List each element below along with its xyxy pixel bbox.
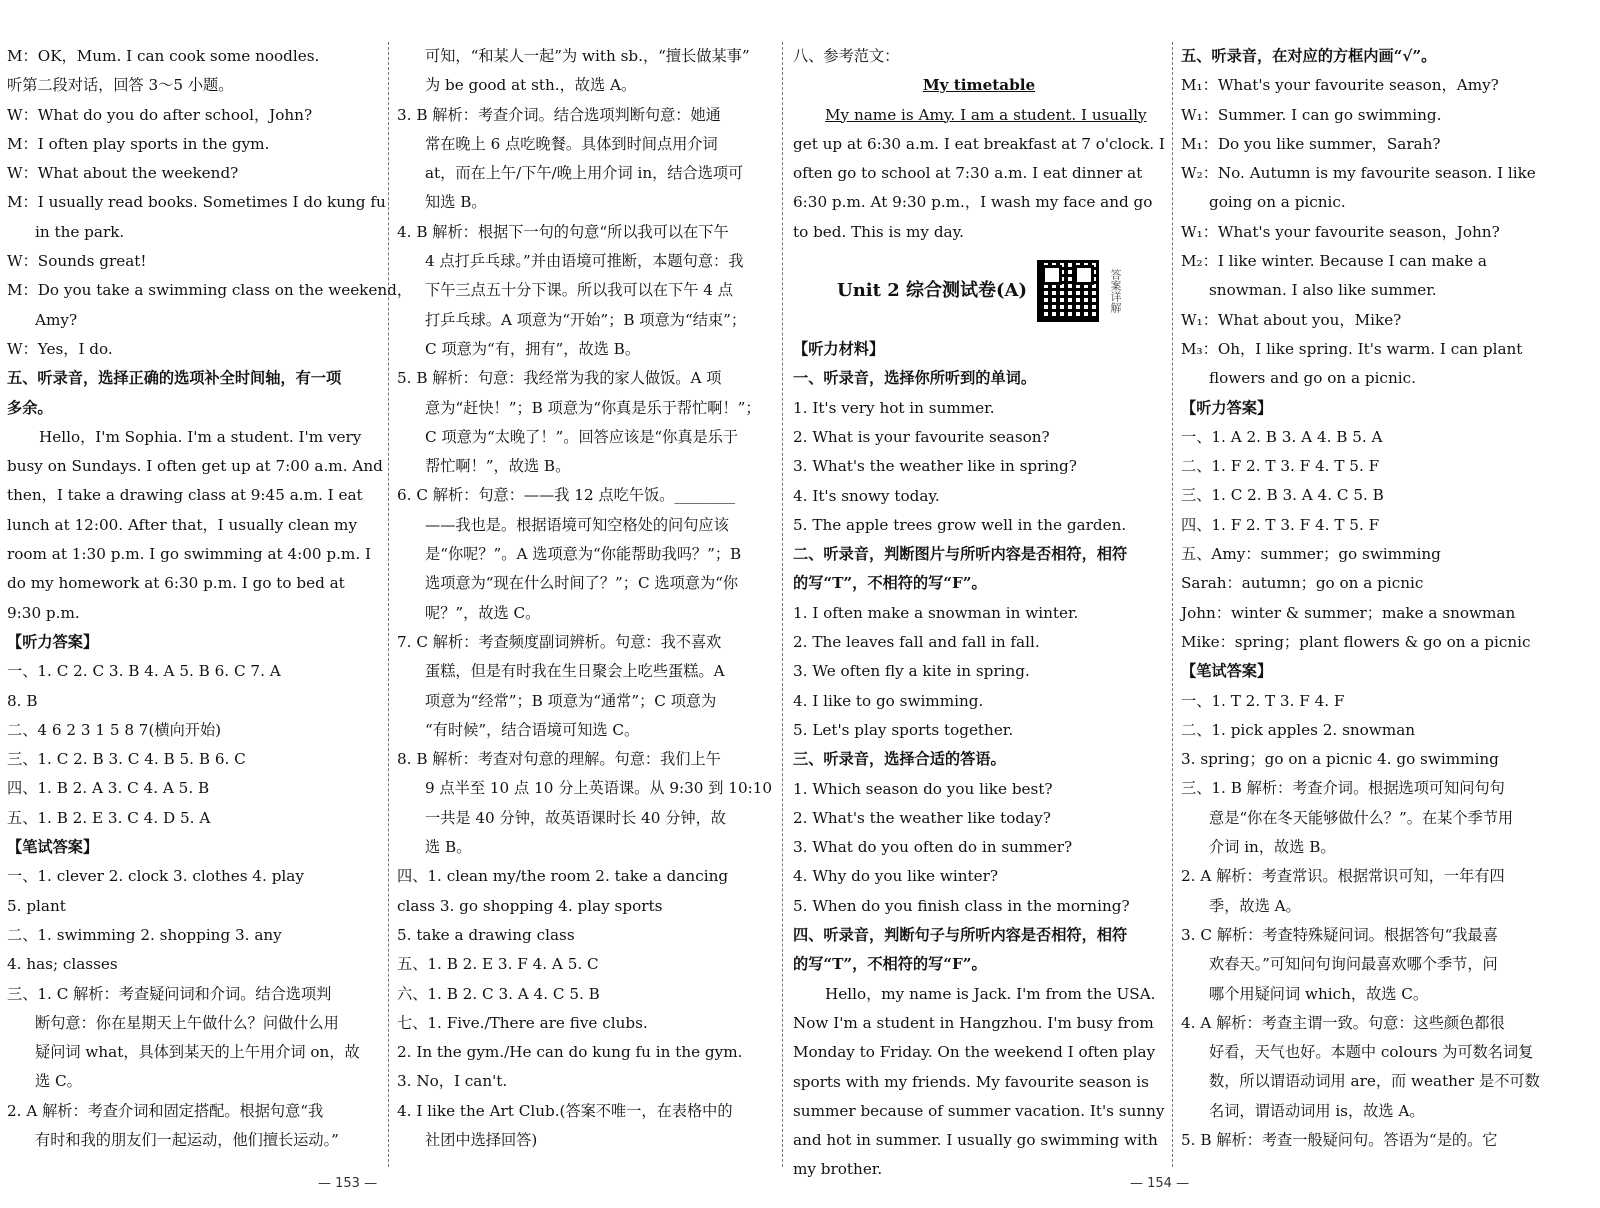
- text-line: 四、1. F 2. T 3. F 4. T 5. F: [1181, 515, 1380, 534]
- text-line: 2. What is your favourite season?: [793, 427, 1050, 446]
- text-line: M：I often play sports in the gym.: [7, 134, 270, 153]
- text-line: W₂：No. Autumn is my favourite season. I like: [1181, 164, 1536, 183]
- text-line: Monday to Friday. On the weekend I often play: [793, 1043, 1156, 1062]
- qr-code-icon[interactable]: [1037, 260, 1099, 322]
- text-line: 4 点打乒乓球。”并由语境可推断，本题句意：我: [425, 252, 744, 271]
- text-line: 好看，天气也好。本题中 colours 为可数名词复: [1209, 1043, 1534, 1062]
- text-line: at，而在上午/下午/晚上用介词 in，结合选项可: [425, 164, 744, 183]
- text-line: 5. When do you finish class in the morning?: [793, 896, 1130, 915]
- column-4: [1181, 42, 1553, 1167]
- section-heading: 【笔试答案】: [1181, 662, 1273, 681]
- listening-material: [793, 335, 1165, 1185]
- text-line: my brother.: [793, 1160, 883, 1179]
- text-line: 3. What's the weather like in spring?: [793, 457, 1077, 476]
- text-line: 8. B: [7, 691, 38, 710]
- text-line: 3. What do you often do in summer?: [793, 838, 1073, 857]
- text-line: 三、1. C 2. B 3. C 4. B 5. B 6. C: [7, 750, 246, 769]
- text-line: lunch at 12:00. After that，I usually clean my: [7, 515, 358, 534]
- text-line: 有时和我的朋友们一起运动，他们擅长运动。”: [35, 1130, 339, 1149]
- text-line: 哪个用疑问词 which，故选 C。: [1209, 984, 1429, 1003]
- text-line: C 项意为“有，拥有”，故选 B。: [425, 339, 641, 358]
- column-1: [7, 42, 413, 1167]
- section-heading: 【笔试答案】: [7, 838, 99, 857]
- text-line: 3. No，I can't.: [397, 1072, 508, 1091]
- section-heading: 的写“T”，不相符的写“F”。: [793, 955, 987, 974]
- text-line: 是“你呢？”。A 选项意为“你能帮助我吗？”；B: [425, 545, 742, 564]
- text-line: 社团中选择回答): [425, 1130, 538, 1149]
- text-line: 五、1. B 2. E 3. C 4. D 5. A: [7, 808, 211, 827]
- text-line: M：Do you take a swimming class on the weekend，: [7, 281, 413, 300]
- text-line: “有时候”，结合语境可知选 C。: [425, 720, 640, 739]
- text-line: 3. B 解析：考查介词。结合选项判断句意：她通: [397, 105, 721, 124]
- text-line: snowman. I also like summer.: [1209, 281, 1437, 300]
- text-line: 一、1. T 2. T 3. F 4. F: [1181, 691, 1345, 710]
- text-line: My name is Amy. I am a student. I usually: [825, 105, 1147, 124]
- text-line: 4. I like to go swimming.: [793, 691, 984, 710]
- text-line: W：What about the weekend?: [7, 164, 239, 183]
- text-line: 帮忙啊！”，故选 B。: [425, 457, 571, 476]
- text-line: 五、1. B 2. E 3. F 4. A 5. C: [397, 955, 599, 974]
- text-line: 六、1. B 2. C 3. A 4. C 5. B: [397, 984, 600, 1003]
- sample-essay: [793, 42, 1165, 247]
- text-line: 三、1. C 解析：考查疑问词和介词。结合选项判: [7, 984, 332, 1003]
- text-line: M₁：What's your favourite season，Amy?: [1181, 76, 1499, 95]
- section-heading: 【听力答案】: [1181, 398, 1273, 417]
- text-line: 选项意为“现在什么时间了？”；C 选项意为“你: [425, 574, 739, 593]
- text-line: 二、1. swimming 2. shopping 3. any: [7, 925, 282, 944]
- text-line: get up at 6:30 a.m. I eat breakfast at 7 o'clock. I: [793, 134, 1165, 153]
- text-line: 意为“赶快！”；B 项意为“你真是乐于帮忙啊！”；: [425, 398, 761, 417]
- essay-title: My timetable: [922, 76, 1036, 95]
- text-line: 一、1. A 2. B 3. A 4. B 5. A: [1181, 427, 1383, 446]
- text-line: M₂：I like winter. Because I can make a: [1181, 252, 1487, 271]
- text-line: 5. The apple trees grow well in the garden.: [793, 515, 1127, 534]
- text-line: 6:30 p.m. At 9:30 p.m.，I wash my face and go: [793, 193, 1153, 212]
- text-line: 一、1. C 2. C 3. B 4. A 5. B 6. C 7. A: [7, 662, 281, 681]
- page-number-left: — 153 —: [318, 1176, 378, 1191]
- text-line: 4. B 解析：根据下一句的句意“所以我可以在下午: [397, 222, 729, 241]
- text-line: 4. has; classes: [7, 955, 118, 974]
- text-line: 知选 B。: [425, 193, 487, 212]
- text-line: 介词 in，故选 B。: [1209, 838, 1336, 857]
- text-line: C 项意为“太晚了！”。回答应该是“你真是乐于: [425, 427, 739, 446]
- text-line: 3. spring；go on a picnic 4. go swimming: [1181, 750, 1499, 769]
- text-line: 呢？”，故选 C。: [425, 603, 541, 622]
- text-line: 四、1. clean my/the room 2. take a dancing: [397, 867, 729, 886]
- text-line: 9 点半至 10 点 10 分上英语课。从 9:30 到 10:10: [425, 779, 773, 798]
- text-line: 4. It's snowy today.: [793, 486, 940, 505]
- text-line: 二、1. pick apples 2. snowman: [1181, 720, 1416, 739]
- qr-caption: 答案详解: [1109, 269, 1122, 314]
- text-line: 1. It's very hot in summer.: [793, 398, 995, 417]
- text-line: 常在晚上 6 点吃晚餐。具体到时间点用介词: [425, 134, 718, 153]
- text-line: 6. C 解析：句意：——我 12 点吃午饭。________: [397, 486, 736, 505]
- text-line: 五、Amy：summer；go swimming: [1181, 545, 1441, 564]
- text-line: 二、4 6 2 3 1 5 8 7(横向开始): [7, 720, 222, 739]
- text-line: 八、参考范文：: [793, 47, 900, 65]
- text-line: 二、1. F 2. T 3. F 4. T 5. F: [1181, 457, 1380, 476]
- column-divider: [782, 42, 783, 1167]
- text-line: 2. The leaves fall and fall in fall.: [793, 633, 1040, 652]
- text-line: Amy?: [35, 310, 78, 329]
- text-line: room at 1:30 p.m. I go swimming at 4:00 p.m. I: [7, 545, 371, 564]
- section-heading: 四、听录音，判断句子与所听内容是否相符，相符: [793, 926, 1128, 945]
- text-line: 选 C。: [35, 1072, 82, 1091]
- text-line: ——我也是。根据语境可知空格处的问句应该: [425, 515, 729, 534]
- text-line: Mike：spring；plant flowers & go on a picnic: [1181, 632, 1531, 651]
- text-line: M₃：Oh，I like spring. It's warm. I can plant: [1181, 339, 1523, 358]
- text-line: 4. Why do you like winter?: [793, 867, 999, 886]
- text-line: often go to school at 7:30 a.m. I eat dinner at: [793, 164, 1143, 183]
- text-line: 1. I often make a snowman in winter.: [793, 603, 1079, 622]
- text-line: sports with my friends. My favourite season is: [793, 1072, 1149, 1091]
- text-line: W：Yes，I do.: [7, 339, 113, 358]
- text-line: Hello，I'm Sophia. I'm a student. I'm very: [39, 427, 362, 446]
- watermark-logo: [1400, 1108, 1590, 1198]
- text-line: 三、1. C 2. B 3. A 4. C 5. B: [1181, 486, 1384, 505]
- text-line: M：OK，Mum. I can cook some noodles.: [7, 47, 320, 65]
- text-line: 3. C 解析：考查特殊疑问词。根据答句“我最喜: [1181, 925, 1498, 944]
- text-line: 2. A 解析：考查介词和固定搭配。根据句意“我: [7, 1101, 324, 1120]
- text-line: W：What do you do after school，John?: [7, 105, 313, 124]
- text-line: 欢春天。”可知问句询问最喜欢哪个季节，问: [1209, 955, 1498, 974]
- text-line: 9:30 p.m.: [7, 603, 80, 622]
- text-line: 选 B。: [425, 838, 472, 857]
- text-line: 三、1. B 解析：考查介词。根据选项可知问句句: [1181, 779, 1505, 798]
- text-line: 为 be good at sth.，故选 A。: [425, 76, 637, 95]
- text-line: 蛋糕，但是有时我在生日聚会上吃些蛋糕。A: [425, 662, 725, 681]
- text-line: 断句意：你在星期天上午做什么？问做什么用: [35, 1013, 339, 1032]
- text-line: flowers and go on a picnic.: [1209, 369, 1416, 388]
- text-line: 意是“你在冬天能够做什么？”。在某个季节用: [1209, 808, 1514, 827]
- text-line: 季，故选 A。: [1209, 896, 1301, 915]
- text-line: 5. take a drawing class: [397, 925, 575, 944]
- section-heading: 【听力答案】: [7, 632, 99, 651]
- column-divider: [1172, 42, 1173, 1167]
- text-line: 项意为“经常”；B 项意为“通常”；C 项意为: [425, 691, 717, 710]
- text-line: W：Sounds great!: [7, 252, 147, 271]
- page-number-right: — 154 —: [1130, 1176, 1190, 1191]
- text-line: and hot in summer. I usually go swimming with: [793, 1131, 1158, 1150]
- text-line: 2. A 解析：考查常识。根据常识可知，一年有四: [1181, 867, 1505, 886]
- text-line: 打乒乓球。A 项意为“开始”；B 项意为“结束”；: [425, 310, 747, 329]
- section-heading: 的写“T”，不相符的写“F”。: [793, 574, 987, 593]
- unit-title: Unit 2 综合测试卷(A): [837, 280, 1027, 302]
- text-line: 3. We often fly a kite in spring.: [793, 662, 1030, 681]
- text-line: then，I take a drawing class at 9:45 a.m. I eat: [7, 486, 363, 505]
- text-line: 可知，“和某人一起”为 with sb.，“擅长做某事”: [425, 47, 750, 65]
- section-heading: 一、听录音，选择你所听到的单词。: [793, 369, 1036, 388]
- text-line: to bed. This is my day.: [793, 222, 965, 241]
- column-3: [793, 42, 1165, 1179]
- text-line: 5. B 解析：句意：我经常为我的家人做饭。A 项: [397, 369, 722, 388]
- text-line: 疑问词 what，具体到某天的上午用介词 on，故: [35, 1043, 360, 1062]
- text-line: 四、1. B 2. A 3. C 4. A 5. B: [7, 779, 210, 798]
- text-line: 数，所以谓语动词用 are，而 weather 是不可数: [1209, 1072, 1540, 1091]
- text-line: 4. A 解析：考查主谓一致。句意：这些颜色都很: [1181, 1013, 1505, 1032]
- text-line: 一、1. clever 2. clock 3. clothes 4. play: [7, 867, 304, 886]
- text-line: 七、1. Five./There are five clubs.: [397, 1013, 648, 1032]
- text-line: John：winter & summer；make a snowman: [1181, 603, 1516, 622]
- text-line: class 3. go shopping 4. play sports: [397, 896, 663, 915]
- text-line: M：I usually read books. Sometimes I do kung fu: [7, 193, 386, 212]
- column-2: [397, 42, 773, 1167]
- section-heading: 三、听录音，选择合适的答语。: [793, 750, 1006, 769]
- text-line: 7. C 解析：考查频度副词辨析。句意：我不喜欢: [397, 632, 722, 651]
- text-line: 一共是 40 分钟，故英语课时长 40 分钟，故: [425, 808, 726, 827]
- text-line: 2. What's the weather like today?: [793, 808, 1051, 827]
- text-line: W₁：What's your favourite season，John?: [1181, 222, 1500, 241]
- text-line: W₁：Summer. I can go swimming.: [1181, 105, 1442, 124]
- section-heading: 五、听录音，在对应的方框内画“√”。: [1181, 47, 1437, 65]
- section-heading: 多余。: [7, 398, 53, 417]
- text-line: 2. In the gym./He can do kung fu in the gym.: [397, 1043, 743, 1062]
- text-line: in the park.: [35, 222, 125, 241]
- text-line: 8. B 解析：考查对句意的理解。句意：我们上午: [397, 750, 721, 769]
- text-line: going on a picnic.: [1209, 193, 1346, 212]
- section-heading: 五、听录音，选择正确的选项补全时间轴，有一项: [7, 369, 342, 388]
- text-line: Now I'm a student in Hangzhou. I'm busy from: [793, 1013, 1154, 1032]
- text-line: 下午三点五十分下课。所以我可以在下午 4 点: [425, 281, 733, 300]
- column-divider: [388, 42, 389, 1167]
- text-line: Sarah：autumn；go on a picnic: [1181, 574, 1424, 593]
- unit-header: [793, 247, 1165, 335]
- text-line: busy on Sundays. I often get up at 7:00 a.m. And: [7, 457, 383, 476]
- section-heading: 【听力材料】: [793, 340, 885, 359]
- text-line: 名词，谓语动词用 is，故选 A。: [1209, 1101, 1425, 1120]
- text-line: 5. plant: [7, 896, 66, 915]
- text-line: 听第二段对话，回答 3～5 小题。: [7, 76, 234, 95]
- text-line: M₁：Do you like summer，Sarah?: [1181, 134, 1441, 153]
- text-line: summer because of summer vacation. It's sunny: [793, 1101, 1165, 1120]
- text-line: W₁：What about you，Mike?: [1181, 310, 1402, 329]
- text-line: Hello，my name is Jack. I'm from the USA.: [825, 984, 1156, 1003]
- text-line: 5. B 解析：考查一般疑问句。答语为“是的。它: [1181, 1130, 1498, 1149]
- section-heading: 二、听录音，判断图片与所听内容是否相符，相符: [793, 545, 1128, 564]
- text-line: 4. I like the Art Club.(答案不唯一，在表格中的: [397, 1101, 733, 1120]
- text-line: 1. Which season do you like best?: [793, 779, 1053, 798]
- text-line: do my homework at 6:30 p.m. I go to bed at: [7, 574, 345, 593]
- text-line: 5. Let's play sports together.: [793, 720, 1014, 739]
